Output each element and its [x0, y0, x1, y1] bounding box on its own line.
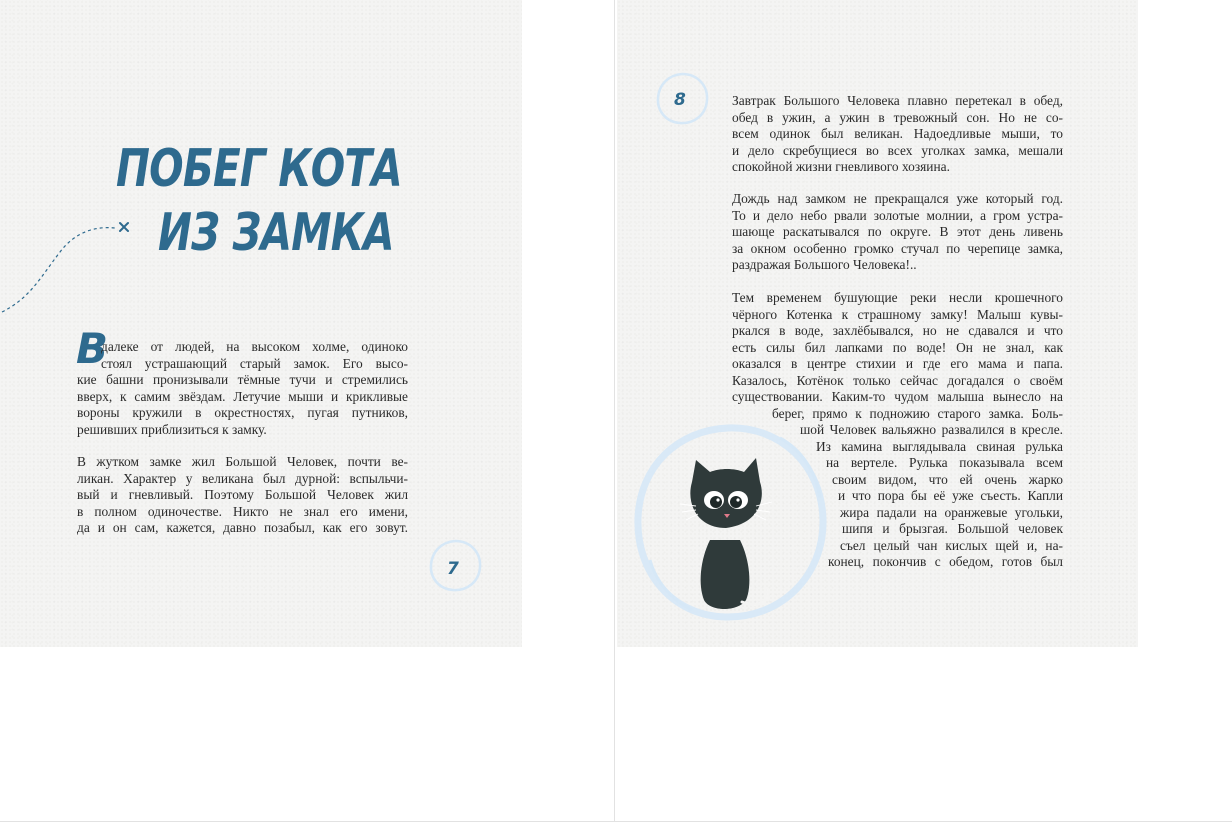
- text-line: раздражая Большого Человека!..: [732, 257, 917, 272]
- text-line: шой Человек вальяжно развалился в кресле.: [800, 422, 1063, 437]
- text-line: всем одинок был великан. Надоедливые мыши, то: [732, 126, 1063, 141]
- text-line: и что пора бы её уже съесть. Капли: [838, 488, 1063, 503]
- text-line: и дело скребущиеся во всех уголках замка, мешали: [732, 142, 1063, 158]
- text-line: решивших приблизиться к замку.: [77, 421, 267, 437]
- text-line: съел целый чан кислых щей и, на-: [840, 537, 1063, 553]
- text-line: ркался в воде, захлёбывался, но не сдавался и что: [732, 323, 1063, 338]
- text-line: оказался в центре стихии и где его мама и папа.: [732, 356, 1063, 371]
- text-line: есть силы бил лапками по воде! Он не знал, как: [732, 339, 1063, 355]
- text-line: за окном особенно громко стучал по черепице замка,: [732, 240, 1063, 256]
- left-paragraph-1: [77, 339, 408, 438]
- text-line: вороны кружили в окрестностях, пугая путников,: [77, 405, 408, 420]
- text-line: на вертеле. Рулька показывала всем: [826, 455, 1063, 470]
- text-line: ликан. Характер у великана был дурной: вспыльчи-: [77, 470, 408, 486]
- dashed-path-star-icon: [0, 218, 135, 318]
- text-line: В жутком замке жил Большой Человек, почти ве-: [77, 454, 408, 469]
- drop-cap: В: [76, 324, 109, 373]
- text-line: спокойной жизни гневливого хозяина.: [732, 159, 950, 174]
- text-line: вверх, к самим звёздам. Летучие мыши и крикливые: [77, 388, 408, 404]
- black-kitten-icon: [630, 420, 830, 625]
- text-line: берег, прямо к подножию старого замка. Боль-: [772, 405, 1063, 421]
- text-line: жира падали на оранжевые угольки,: [840, 504, 1063, 520]
- text-line: Из камина выглядывала свиная рулька: [816, 438, 1063, 454]
- text-line: да и он сам, кажется, давно позабыл, как его зовут.: [77, 520, 408, 535]
- text-line: чёрного Котенка к страшному замку! Малыш кувы-: [732, 306, 1063, 322]
- text-line: кие башни пронизывали тёмные тучи и стремились: [77, 372, 408, 387]
- page-number-7: 7: [447, 559, 459, 579]
- text-line: шающе раскатывался по округе. В этот день ливень: [732, 224, 1063, 239]
- text-line: далеке от людей, на высоком холме, одиноко: [101, 339, 408, 354]
- right-paragraph-2: [732, 191, 1063, 274]
- text-line: в полном одиночестве. Никто не знал его имени,: [77, 503, 408, 519]
- title-line-1: ПОБЕГ КОТА: [116, 139, 402, 199]
- text-line: конец, покончив с обедом, готов был: [828, 554, 1063, 569]
- text-line: шипя и брызгая. Большой человек: [842, 521, 1063, 536]
- text-line: Тем временем бушующие реки несли крошечного: [732, 290, 1063, 305]
- text-line: Завтрак Большого Человека плавно перетекал в обед,: [732, 93, 1063, 108]
- text-line: То и дело небо рвали золотые молнии, а гром устра-: [732, 207, 1063, 223]
- text-line: стоял устрашающий старый замок. Его высо-: [101, 355, 408, 371]
- left-paragraph-2: [77, 454, 408, 537]
- text-line: обед в ужин, а ужин в тревожный сон. Но не со-: [732, 109, 1063, 125]
- right-paragraph-1: [732, 93, 1063, 176]
- text-line: вый и гневливый. Поэтому Большой Человек жил: [77, 487, 408, 502]
- text-line: Дождь над замком не прекращался уже который год.: [732, 191, 1063, 206]
- page-number-8: 8: [674, 90, 686, 110]
- text-line: Казалось, Котёнок только сейчас догадался о своём: [732, 372, 1063, 388]
- text-line: существовании. Каким-то чудом малыша вынесло на: [732, 389, 1063, 404]
- text-line: своим видом, что ей очень жарко: [832, 471, 1063, 487]
- title-line-2: ИЗ ЗАМКА: [158, 203, 394, 263]
